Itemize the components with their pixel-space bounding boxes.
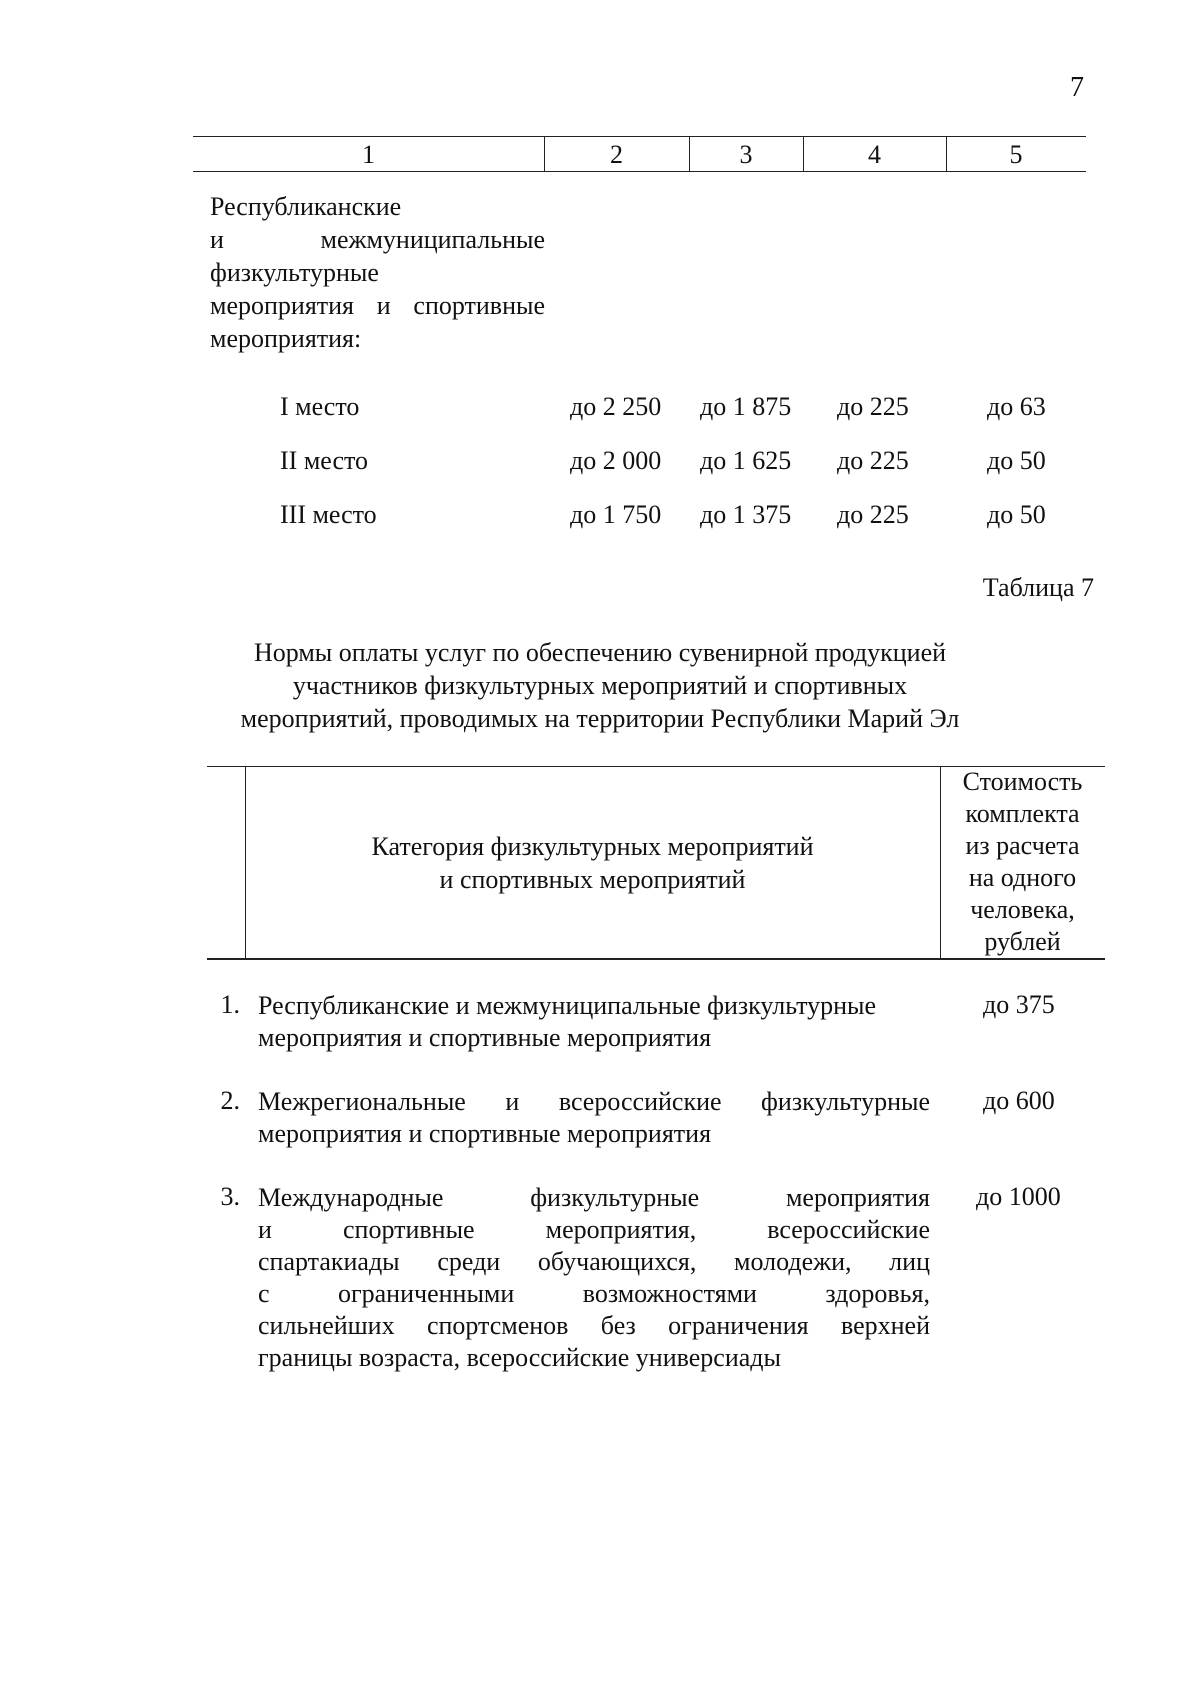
place-label: II место [280, 446, 369, 475]
header-col-2: 2 [610, 140, 623, 169]
place-value-col2: до 1 750 [570, 500, 662, 529]
row-value: до 600 [983, 1086, 1055, 1115]
place-row [0, 500, 1200, 534]
row-description-line: мероприятия и спортивные мероприятия [258, 1119, 712, 1148]
column-header-cost [940, 766, 1105, 958]
place-value-col3: до 1 625 [700, 446, 792, 475]
row-number: 1. [220, 990, 240, 1019]
row-description-line: мероприятия и спортивные мероприятия [258, 1023, 712, 1052]
place-value-col5: до 50 [987, 446, 1046, 475]
row-description-line: Республиканские и межмуниципальные физкультурные [258, 991, 877, 1020]
header-col-3: 3 [739, 140, 753, 169]
row-value: до 1000 [976, 1182, 1061, 1211]
page-number: 7 [1070, 72, 1084, 103]
row-number: 2. [220, 1086, 240, 1115]
column-header-line: рублей [984, 927, 1061, 956]
row-number: 3. [220, 1182, 240, 1211]
category-title-line: физкультурные [210, 258, 379, 287]
row-value: до 375 [983, 990, 1055, 1019]
column-header-line: Стоимость [962, 767, 1083, 796]
table-heading-line: участников физкультурных мероприятий и спортивных [292, 671, 908, 700]
header-col-5: 5 [1009, 140, 1023, 169]
category-title-line: мероприятия и спортивные [210, 291, 545, 320]
place-value-col2: до 2 000 [570, 446, 662, 475]
place-row [0, 446, 1200, 480]
table-heading-line: мероприятий, проводимых на территории Республики Марий Эл [240, 704, 960, 733]
column-header-line: комплекта [965, 799, 1080, 828]
row-description-line: спартакиады среди обучающихся, молодежи, лиц [258, 1247, 930, 1276]
table-label: Таблица 7 [982, 573, 1094, 602]
column-header-category [245, 830, 940, 896]
place-value-col3: до 1 375 [700, 500, 792, 529]
place-value-col2: до 2 250 [570, 392, 662, 421]
header-col-4: 4 [868, 140, 881, 169]
table-heading [200, 636, 1000, 735]
place-row [0, 392, 1200, 426]
column-header-line: на одного [968, 863, 1077, 892]
row-description-line: и спортивные мероприятия, всероссийские [258, 1215, 930, 1244]
header-col-1: 1 [362, 140, 375, 169]
place-value-col4: до 225 [837, 500, 909, 529]
place-value-col5: до 63 [987, 392, 1046, 421]
category-title-line: мероприятия: [210, 324, 362, 353]
row-description-line: Международные физкультурные мероприятия [258, 1183, 930, 1212]
column-header-line: и спортивных мероприятий [439, 865, 746, 894]
column-header-line: Категория физкультурных мероприятий [371, 832, 814, 861]
table-heading-line: Нормы оплаты услуг по обеспечению сувенирной продукцией [253, 638, 947, 667]
place-value-col5: до 50 [987, 500, 1046, 529]
category-title-line: Республиканские [210, 192, 402, 221]
row-description [258, 990, 930, 1054]
header-bottom-border [193, 171, 1086, 172]
place-value-col4: до 225 [837, 446, 909, 475]
row-description-line: сильнейших спортсменов без ограничения верхней [258, 1311, 930, 1340]
header-top-border [193, 136, 1086, 137]
column-header-line: человека, [970, 895, 1075, 924]
row-description-line: границы возраста, всероссийские универсиады [258, 1343, 781, 1372]
place-label: I место [280, 392, 360, 421]
category-title [210, 190, 545, 355]
column-header-line: из расчета [965, 831, 1080, 860]
row-description [258, 1182, 930, 1374]
row-description-line: с ограниченными возможностями здоровья, [258, 1279, 930, 1308]
row-description [258, 1086, 930, 1150]
place-value-col4: до 225 [837, 392, 909, 421]
place-value-col3: до 1 875 [700, 392, 792, 421]
place-label: III место [280, 500, 377, 529]
row-description-line: Межрегиональные и всероссийские физкультурные [258, 1087, 930, 1116]
table7-header-bottom-border [207, 958, 1105, 960]
category-title-line: и межмуниципальные [210, 225, 545, 254]
